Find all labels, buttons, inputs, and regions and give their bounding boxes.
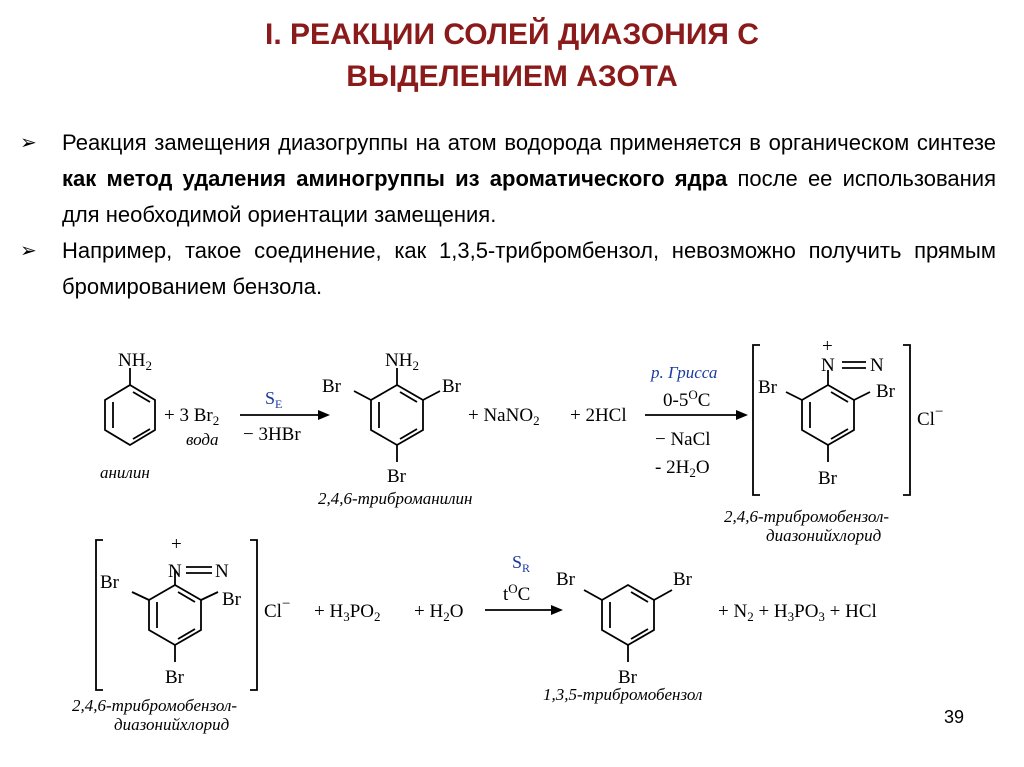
svg-text:+ H2O: + $H_2O$: [414, 601, 464, 624]
tribromoaniline-ring: [354, 368, 440, 462]
svg-text:SR: $S_R$: [512, 552, 531, 575]
svg-text:- 2H2O: - $2H_2O$: [655, 457, 710, 480]
br-label: Br: [387, 466, 406, 487]
svg-text:tOC: $t^OC$: [503, 581, 531, 605]
minus-hbr: − 3HBr: [243, 424, 301, 445]
cl-label: Cl: [264, 601, 282, 622]
nh2-label-2: $NH_2$: [385, 350, 419, 373]
nano2-label: + NaNO: [468, 405, 534, 426]
title-line-2: ВЫДЕЛЕНИЕМ АЗОТА: [346, 60, 678, 93]
diazonium-ring-1: [786, 362, 870, 462]
tribromoaniline-label: 2,4,6-триброманилин: [318, 489, 473, 508]
title-line-1: I. РЕАКЦИИ СОЛЕЙ ДИАЗОНИЯ С: [265, 18, 759, 51]
br-label: Br: [673, 569, 692, 590]
griess-label: р. Грисса: [651, 363, 718, 382]
water-label: вода: [186, 430, 219, 449]
minus-nacl: − NaCl: [655, 429, 711, 450]
hcl-label: + 2HCl: [570, 405, 627, 426]
svg-text:+ H3PO2: + $H_3PO_2$: [314, 601, 381, 624]
bullet-1-rest: после ее использования для необходимой ориентации замещения.: [62, 166, 996, 227]
svg-text:+ 3 Br2: + 3 $Br_2$: [164, 405, 220, 428]
temp-range: 0-5: [663, 390, 689, 411]
br-label: Br: [556, 569, 575, 590]
br-label: Br: [876, 381, 895, 402]
svg-text:0-5OC: $0-5^OC$: [663, 387, 711, 411]
diazonium-label-1-line-2: диазонийхлорид: [766, 526, 882, 545]
n-label: N: [168, 561, 182, 582]
diazonium-label-2-line-1: 2,4,6-трибромобензол-: [72, 696, 238, 715]
water-reagent: + H: [414, 601, 444, 622]
reagent-br2: + 3 Br: [164, 405, 213, 426]
minus-water: - 2H: [655, 457, 690, 478]
bullet-1-text: Реакция замещения диазогруппы на атом водорода применяется в органическом синтезе: [62, 130, 996, 155]
plus-charge: +: [171, 534, 182, 555]
h3po2-label: + H: [314, 601, 344, 622]
plus-charge: +: [822, 336, 833, 357]
tribromobenzene-ring: [584, 585, 672, 662]
svg-text:Cl−: Cl−: [917, 404, 944, 430]
bullet-2-text: Например, такое соединение, как 1,3,5-трибромбензол, невозможно получить прямым бромированием бензола.: [62, 238, 996, 299]
br-label: Br: [818, 468, 837, 489]
br-label: Br: [165, 667, 184, 688]
br-label: Br: [758, 377, 777, 398]
arrow-bullet-icon: ➢: [20, 132, 37, 154]
page-number: 39: [944, 707, 965, 727]
products-n2: + N: [718, 601, 748, 622]
svg-text:+ NaNO2: + NaNO$_2$: [468, 405, 540, 428]
svg-text:SE: $S_E$: [265, 388, 283, 411]
n-label: N: [870, 355, 884, 376]
br-label: Br: [322, 376, 341, 397]
se-label: S: [265, 388, 276, 408]
cl-label: Cl: [917, 409, 935, 430]
bullet-1-bold: как метод удаления аминогруппы из ароматического ядра: [62, 166, 728, 191]
sr-label: S: [512, 552, 523, 572]
svg-text:Cl−: Cl−: [264, 596, 291, 622]
heat-label: t: [503, 584, 509, 605]
svg-text:+ N2 + H3PO3 + HCl: + $N_2 + H_3PO_3$ + HCl: [718, 601, 877, 624]
n-label: N: [821, 355, 835, 376]
br-label: Br: [618, 667, 637, 688]
br-label: Br: [100, 572, 119, 593]
n-label: N: [215, 561, 229, 582]
product-label: 1,3,5-трибромобензол: [543, 685, 703, 704]
aniline-label: анилин: [100, 463, 150, 482]
br-label: Br: [222, 589, 241, 610]
diazonium-label-1-line-1: 2,4,6-трибромобензол-: [724, 507, 890, 526]
arrow-bullet-icon: ➢: [20, 240, 37, 262]
nh2-label-1: $NH_2$: [118, 350, 152, 373]
br-label: Br: [442, 376, 461, 397]
aniline-ring: [105, 368, 155, 445]
diazonium-label-2-line-2: диазонийхлорид: [114, 715, 230, 734]
